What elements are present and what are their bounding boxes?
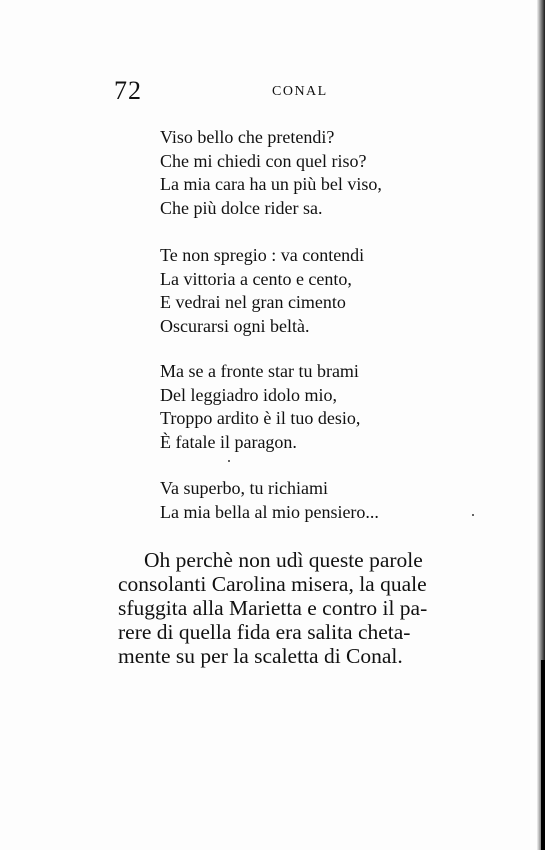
verse-line: Viso bello che pretendi?	[160, 127, 335, 147]
prose-line: consolanti Carolina misera, la quale	[118, 572, 427, 596]
verse-line: Del leggiadro idolo mio,	[160, 384, 337, 405]
prose-line: rere di quella fida era salita cheta-	[118, 620, 411, 644]
verse-line: La mia bella al mio pensiero...	[160, 501, 379, 522]
verse-line: La mia cara ha un più bel viso,	[160, 174, 382, 194]
stanza-3	[160, 360, 360, 454]
stanza-2	[160, 244, 364, 338]
ink-speck	[472, 514, 474, 516]
prose-line: sfuggita alla Marietta e contro il pa-	[118, 596, 428, 620]
stanza-4	[160, 477, 379, 524]
verse-line: Va superbo, tu richiami	[160, 478, 328, 498]
prose-line: mente su per la scaletta di Conal.	[118, 644, 403, 668]
verse-line: È fatale il paragon.	[160, 431, 297, 452]
verse-line: Ma se a fronte star tu brami	[160, 361, 359, 381]
verse-line: Te non spregio : va contendi	[160, 245, 365, 265]
verse-line: Troppo ardito è il tuo desio,	[160, 408, 361, 428]
page-number: 72	[114, 76, 142, 105]
stanza-1	[160, 126, 382, 220]
ink-speck	[228, 460, 230, 462]
page-edge-dark	[541, 660, 545, 850]
verse-line: Che più dolce rider sa.	[160, 197, 323, 218]
verse-line: Che mi chiedi con quel riso?	[160, 150, 367, 171]
verse-line: La vittoria a cento e cento,	[160, 268, 352, 289]
prose-line: Oh perchè non udì queste parole	[144, 548, 423, 572]
verse-line: E vedrai nel gran cimento	[160, 292, 346, 312]
prose-paragraph	[118, 548, 486, 668]
running-head: CONAL	[272, 84, 328, 99]
verse-line: Oscurarsi ogni beltà.	[160, 315, 310, 336]
